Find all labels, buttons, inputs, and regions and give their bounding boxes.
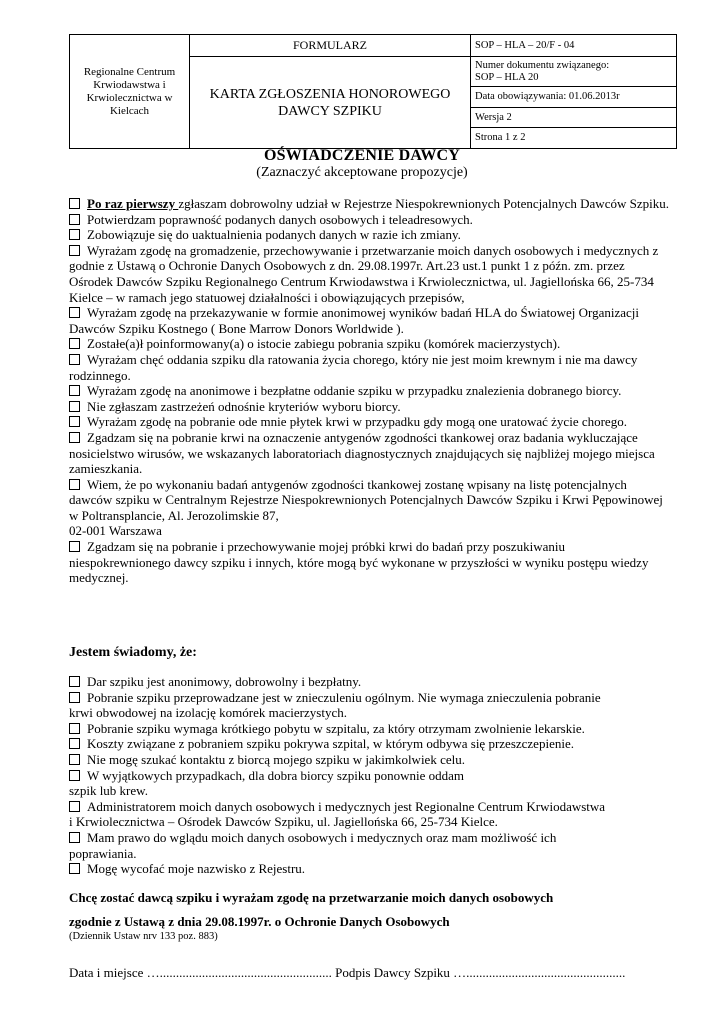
declaration-text: Wyrażam zgodę na przekazywanie w formie anonimowej wyników badań HLA do Światowej Organizacji Dawców Szpiku Kostnego ( Bone Marrow Donors Worldwide ). xyxy=(69,305,640,336)
checkbox[interactable] xyxy=(69,354,80,365)
declaration-item xyxy=(69,352,669,383)
awareness-text: Pobranie szpiku przeprowadzane jest w znieczuleniu ogólnym. Nie wymaga znieczulenia pobranie xyxy=(87,689,601,705)
checkbox[interactable] xyxy=(69,541,80,552)
awareness-item xyxy=(69,768,669,799)
checkbox[interactable] xyxy=(69,863,80,874)
awareness-list xyxy=(69,674,669,877)
declaration-text: Wiem, że po wykonaniu badań antygenów zgodności tkankowej zostanę wpisany na listę potencjalnych dawców szpiku w Centralnym Rejestrze Niespokrewnionych Potencjalnych Dawców Szpiku i Krwi Pępowinowej w Poltransplancie, Al. Jerozolimskie 87, xyxy=(69,476,663,523)
awareness-text: Koszty związane z pobraniem szpiku pokrywa szpital, w którym odbywa się przeszczepienie. xyxy=(87,736,574,752)
awareness-item xyxy=(69,830,669,861)
version: Wersja 2 xyxy=(471,108,677,128)
declaration-text: Zobowiązuje się do uaktualnienia podanych danych w razie ich zmiany. xyxy=(87,227,461,243)
awareness-text-cont: szpik lub krew. xyxy=(69,783,148,799)
related-doc-label: Numer dokumentu związanego: xyxy=(475,59,610,71)
address-line: 02-001 Warszawa xyxy=(69,523,162,539)
awareness-text: Mam prawo do wglądu moich danych osobowych i medycznych oraz mam możliwość ich xyxy=(87,829,557,845)
header-table xyxy=(69,34,677,149)
awareness-item xyxy=(69,861,669,877)
consent-line-1: Chcę zostać dawcą szpiku i wyrażam zgodę na przetwarzanie moich danych osobowych xyxy=(69,890,554,905)
checkbox[interactable] xyxy=(69,229,80,240)
checkbox[interactable] xyxy=(69,385,80,396)
awareness-item xyxy=(69,736,669,752)
declaration-text: Wyrażam zgodę na gromadzenie, przechowywanie i przetwarzanie moich danych osobowych i medycznych z godnie z Ustawą o Ochronie Danych Osobowych z dn. 29.08.1997r. Art.23 ust.1 punkt 1 z późn. zm. przez Ośrodek Dawców Szpiku Regionalnego Centrum Krwiodawstwa i Krwiolecznictwa, ul. Jagiellońska 66, 25-734 Kielce – w ramach jego statuowej działalności i obowiązujących przepisów, xyxy=(69,242,659,305)
awareness-text-cont: i Krwiolecznictwa – Ośrodek Dawców Szpiku, ul. Jagiellońska 66, 25-734 Kielce. xyxy=(69,814,498,830)
declaration-item xyxy=(69,243,669,305)
form-label: FORMULARZ xyxy=(190,35,471,57)
awareness-item xyxy=(69,674,669,690)
declaration-item xyxy=(69,336,669,352)
section-heading: Jestem świadomy, że: xyxy=(69,645,197,660)
checkbox[interactable] xyxy=(69,738,80,749)
signature-line: Data i miejsce …..................................................... Podpis Dawcy Szpiku …................................................. xyxy=(69,965,626,980)
declaration-text: Wyrażam chęć oddania szpiku dla ratowania życia chorego, który nie jest moim krewnym i nie ma dawcy rodzinnego. xyxy=(69,351,638,383)
declaration-emphasis: Po raz pierwszy xyxy=(87,196,179,211)
declaration-item xyxy=(69,212,669,228)
declarations-list xyxy=(69,196,669,586)
checkbox[interactable] xyxy=(69,416,80,427)
declaration-item xyxy=(69,227,669,243)
awareness-text: Mogę wycofać moje nazwisko z Rejestru. xyxy=(87,861,306,877)
checkbox[interactable] xyxy=(69,770,80,781)
checkbox[interactable] xyxy=(69,198,80,209)
declaration-item xyxy=(69,196,669,212)
valid-date: Data obowiązywania: 01.06.2013r xyxy=(471,87,677,108)
declaration-text: zgłaszam dobrowolny udział w Rejestrze Niespokrewnionych Potencjalnych Dawców Szpiku. xyxy=(178,196,669,211)
checkbox[interactable] xyxy=(69,245,80,256)
declaration-text: Potwierdzam poprawność podanych danych osobowych i teleadresowych. xyxy=(87,211,473,227)
awareness-text: Pobranie szpiku wymaga krótkiego pobytu w szpitalu, za który otrzymam zwolnienie lekarskie. xyxy=(87,720,585,736)
checkbox[interactable] xyxy=(69,432,80,443)
checkbox[interactable] xyxy=(69,692,80,703)
declaration-item xyxy=(69,539,669,586)
checkbox[interactable] xyxy=(69,676,80,687)
organization-cell: Regionalne Centrum Krwiodawstwa i Krwiolecznictwa w Kielcach xyxy=(70,35,190,149)
checkbox[interactable] xyxy=(69,723,80,734)
declaration-item xyxy=(69,477,669,524)
awareness-item xyxy=(69,752,669,768)
awareness-text-cont: krwi obwodowej na izolację komórek macierzystych. xyxy=(69,705,347,721)
checkbox[interactable] xyxy=(69,214,80,225)
checkbox[interactable] xyxy=(69,479,80,490)
awareness-item xyxy=(69,799,669,830)
awareness-text: Administratorem moich danych osobowych i medycznych jest Regionalne Centrum Krwiodawstwa xyxy=(87,798,606,814)
doc-code: SOP – HLA – 20/F - 04 xyxy=(471,35,677,57)
checkbox[interactable] xyxy=(69,754,80,765)
page-title: OŚWIADCZENIE DAWCY xyxy=(263,147,461,164)
declaration-item xyxy=(69,430,669,477)
awareness-text: Nie mogę szukać kontaktu z biorcą mojego szpiku w jakimkolwiek celu. xyxy=(87,751,465,767)
page-number: Strona 1 z 2 xyxy=(471,128,677,149)
awareness-text-cont: poprawiania. xyxy=(69,845,137,861)
declaration-text: Zostałe(a)ł poinformowany(a) o istocie zabiegu pobrania szpiku (komórek macierzystych). xyxy=(87,336,561,352)
law-note: (Dziennik Ustaw nrv 133 poz. 883) xyxy=(69,931,218,942)
awareness-item xyxy=(69,721,669,737)
declaration-text: Zgadzam się na pobranie i przechowywanie mojej próbki krwi do badań przy poszukiwaniu niespokrewnionego dawcy szpiku i innych, które mogą być wykonane w przyszłości w wyniku postępu wiedzy medycznej. xyxy=(69,539,649,586)
consent-line-2: zgodnie z Ustawą z dnia 29.08.1997r. o Ochronie Danych Osobowych xyxy=(69,914,450,929)
related-doc-cell xyxy=(471,57,677,87)
checkbox[interactable] xyxy=(69,832,80,843)
declaration-item xyxy=(69,414,669,430)
awareness-item xyxy=(69,690,669,721)
checkbox[interactable] xyxy=(69,307,80,318)
declaration-text: Wyrażam zgodę na anonimowe i bezpłatne oddanie szpiku w przypadku znalezienia dobranego biorcy. xyxy=(87,383,622,399)
awareness-text: W wyjątkowych przypadkach, dla dobra biorcy szpiku ponownie oddam xyxy=(87,767,465,783)
checkbox[interactable] xyxy=(69,338,80,349)
declaration-text: Wyrażam zgodę na pobranie ode mnie płytek krwi w przypadku gdy mogą one uratować życie chorego. xyxy=(87,414,627,430)
card-title: KARTA ZGŁOSZENIA HONOROWEGO DAWCY SZPIKU xyxy=(190,57,471,149)
declaration-item xyxy=(69,383,669,399)
declaration-text: Zgadzam się na pobranie krwi na oznaczenie antygenów zgodności tkankowej oraz badania wykluczające nosicielstwo wirusów, we wskazanych laboratoriach diagnostycznych znajdujących się najbliżej mojego miejsca zamieszkania. xyxy=(69,429,655,477)
declaration-item xyxy=(69,399,669,415)
awareness-text: Dar szpiku jest anonimowy, dobrowolny i bezpłatny. xyxy=(87,674,362,689)
related-doc: SOP – HLA 20 xyxy=(475,71,539,83)
page-subtitle: (Zaznaczyć akceptowane propozycje) xyxy=(256,165,468,180)
declaration-text: Nie zgłaszam zastrzeżeń odnośnie kryteriów wyboru biorcy. xyxy=(87,398,401,414)
checkbox[interactable] xyxy=(69,401,80,412)
checkbox[interactable] xyxy=(69,801,80,812)
declaration-item xyxy=(69,305,669,336)
